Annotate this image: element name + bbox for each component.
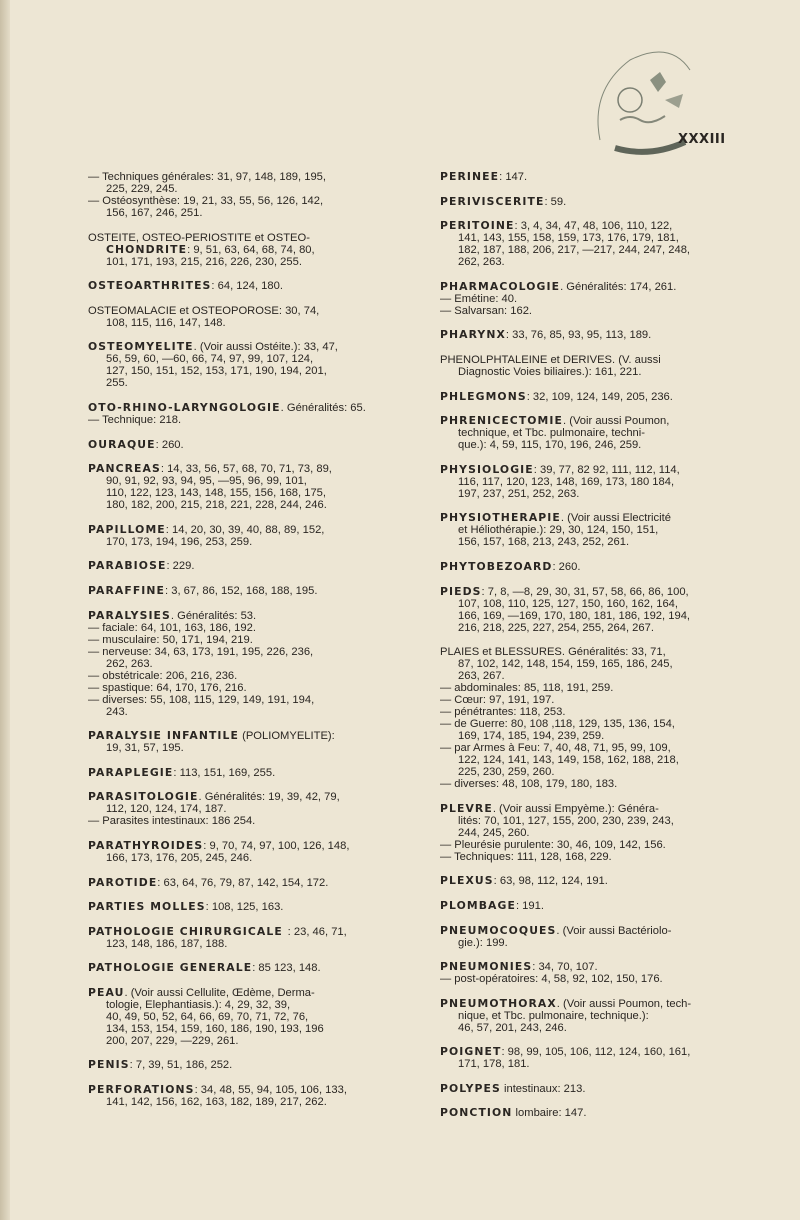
index-entry-heading: PAPILLOME: 14, 20, 30, 39, 40, 88, 89, 152, <box>88 522 325 536</box>
index-entry-line: 200, 207, 229, —229, 261. <box>106 1034 239 1047</box>
index-headword: PARTIES MOLLES <box>88 900 206 914</box>
index-headword: PLOMBAGE <box>440 898 516 912</box>
index-entry <box>440 220 760 268</box>
index-entry <box>88 305 408 329</box>
index-headword: OSTEOMYELITE <box>88 340 194 354</box>
index-entry <box>88 962 408 974</box>
index-entry-heading: PARTIES MOLLES: 108, 125, 163. <box>88 900 284 914</box>
index-entry <box>88 232 408 268</box>
index-entry <box>88 560 408 572</box>
index-entry-heading: PHYTOBEZOARD: 260. <box>440 559 581 573</box>
index-entry-heading: PHYSIOTHERAPIE. (Voir aussi Electricité <box>440 511 671 525</box>
index-entry-heading: PARASITOLOGIE. Généralités: 19, 39, 42, 79, <box>88 790 340 804</box>
index-entry-line: 263, 267. <box>458 670 505 683</box>
index-entry-line: 225, 230, 259, 260. <box>458 766 555 779</box>
index-entry-heading: PERFORATIONS: 34, 48, 55, 94, 105, 106, 133, <box>88 1083 347 1097</box>
index-entry-line: — Technique: 218. <box>88 413 182 426</box>
index-headword: PHARMACOLOGIE <box>440 279 561 293</box>
page-number: XXXIII <box>678 132 726 147</box>
index-headword: OSTEOARTHRITES <box>88 279 212 293</box>
index-entry-line: — Cœur: 97, 191, 197. <box>440 694 555 707</box>
index-entry <box>88 463 408 511</box>
index-entry-heading: PHENOLPHTALEINE et DERIVES. (V. aussi <box>440 353 661 366</box>
index-headword: POIGNET <box>440 1045 502 1059</box>
index-headword: PATHOLOGIE CHIRURGICALE <box>88 924 288 938</box>
index-entry-line: 216, 218, 225, 227, 254, 255, 264, 267. <box>458 621 654 634</box>
index-entry-line: 262, 263. <box>458 256 505 269</box>
index-entry-line: — spastique: 64, 170, 176, 216. <box>88 681 247 694</box>
index-entry-heading: OURAQUE: 260. <box>88 437 184 451</box>
index-entry-line: 108, 115, 116, 147, 148. <box>106 316 226 329</box>
index-entry-line: 225, 229, 245. <box>106 183 178 195</box>
index-entry-heading: PARALYSIES. Généralités: 53. <box>88 608 257 622</box>
index-entry-line: 19, 31, 57, 195. <box>106 742 184 755</box>
index-entry-line: — de Guerre: 80, 108 ,118, 129, 135, 136, 154, <box>440 718 675 731</box>
index-entry <box>440 875 760 887</box>
index-entry-heading: PERINEE: 147. <box>440 170 528 183</box>
index-entry <box>440 1083 760 1095</box>
index-entry-line: 87, 102, 142, 148, 154, 159, 165, 186, 245, <box>458 658 673 671</box>
index-entry-heading: PIEDS: 7, 8, —8, 29, 30, 31, 57, 58, 66, 86, 100, <box>440 584 689 598</box>
index-entry <box>440 1046 760 1070</box>
index-entry-line: — diverses: 48, 108, 179, 180, 183. <box>440 778 618 791</box>
index-headword: PHYSIOTHERAPIE <box>440 511 561 525</box>
index-entry-heading: PARAFFINE: 3, 67, 86, 152, 168, 188, 195. <box>88 583 318 597</box>
index-headword: PARAPLEGIE <box>88 765 174 779</box>
index-entry-heading: PLAIES et BLESSURES. Généralités: 33, 71, <box>440 646 666 659</box>
index-entry <box>440 512 760 548</box>
index-headword: PATHOLOGIE GENERALE <box>88 961 253 975</box>
index-entry <box>88 439 408 451</box>
index-entry-heading: PHYSIOLOGIE: 39, 77, 82 92, 111, 112, 114, <box>440 462 680 476</box>
index-entry <box>440 171 760 183</box>
index-entry-line: 112, 120, 124, 174, 187. <box>106 803 227 816</box>
index-entry-heading: PANCREAS: 14, 33, 56, 57, 68, 70, 71, 73, 89, <box>88 462 332 476</box>
index-entry <box>88 1059 408 1071</box>
index-entry <box>88 341 408 389</box>
index-entry-line: tologie, Elephantiasis.): 4, 29, 32, 39, <box>106 998 291 1011</box>
index-headword: PERITOINE <box>440 219 515 233</box>
index-entry-line: — musculaire: 50, 171, 194, 219. <box>88 633 253 646</box>
index-entry-heading: — Techniques générales: 31, 97, 148, 189, 195, <box>88 171 327 183</box>
index-entry-line: 156, 157, 168, 213, 243, 252, 261. <box>458 536 630 549</box>
index-entry-heading: OSTEOMALACIE et OSTEOPOROSE: 30, 74, <box>88 304 320 317</box>
index-entry-line: 40, 49, 50, 52, 64, 66, 69, 70, 71, 72, 76, <box>106 1010 309 1023</box>
index-entry <box>88 402 408 426</box>
index-headword: PHYSIOLOGIE <box>440 462 534 476</box>
index-entry-heading: PATHOLOGIE CHIRURGICALE : 23, 46, 71, <box>88 924 347 938</box>
index-entry <box>88 171 408 219</box>
index-entry-heading: PHARYNX: 33, 76, 85, 93, 95, 113, 189. <box>440 328 652 342</box>
index-entry-line: — Parasites intestinaux: 186 254. <box>88 815 256 828</box>
index-entry-heading: POIGNET: 98, 99, 105, 106, 112, 124, 160, 161, <box>440 1045 691 1059</box>
index-entry-heading: PLOMBAGE: 191. <box>440 898 544 912</box>
index-headword: PAROTIDE <box>88 875 158 889</box>
index-entry-line: 166, 169, —169, 170, 180, 181, 186, 192, 194, <box>458 609 691 622</box>
index-headword: PAPILLOME <box>88 522 166 536</box>
index-entry-line: 197, 237, 251, 252, 263. <box>458 487 580 500</box>
index-headword: PANCREAS <box>88 462 161 476</box>
index-entry-line: — Ostéosynthèse: 19, 21, 33, 55, 56, 126, 142, <box>88 195 324 207</box>
index-column-right <box>440 171 760 1132</box>
index-entry-line: — faciale: 64, 101, 163, 186, 192. <box>88 621 256 634</box>
index-column-left <box>88 171 408 1121</box>
index-entry-line: gie.): 199. <box>458 936 508 949</box>
index-entry-line: 107, 108, 110, 125, 127, 150, 160, 162, 164, <box>458 597 679 610</box>
index-entry <box>440 329 760 341</box>
index-headword: PHRENICECTOMIE <box>440 414 563 428</box>
index-entry-line: et Héliothérapie.): 29, 30, 124, 150, 151, <box>458 524 659 537</box>
index-entry-line: 262, 263. <box>106 657 153 670</box>
index-entry-heading: POLYPES intestinaux: 213. <box>440 1081 586 1095</box>
index-headword: PARAFFINE <box>88 583 166 597</box>
index-entry-line: 182, 187, 188, 206, 217, —217, 244, 247, 248, <box>458 244 691 257</box>
index-entry-heading: PHRENICECTOMIE. (Voir aussi Poumon, <box>440 414 670 428</box>
index-entry-line: nique, et Tbc. pulmonaire, technique.): <box>458 1009 649 1022</box>
index-entry-line: 101, 171, 193, 215, 216, 226, 230, 255. <box>106 255 302 268</box>
index-entry-line: 122, 124, 141, 143, 149, 158, 162, 188, 218, <box>458 754 679 767</box>
index-entry-line: que.): 4, 59, 115, 170, 196, 246, 259. <box>458 439 642 452</box>
index-entry-line: — pénétrantes: 118, 253. <box>440 706 566 719</box>
index-entry <box>88 280 408 292</box>
index-entry <box>88 987 408 1047</box>
index-entry <box>440 900 760 912</box>
index-headword: OTO-RHINO-LARYNGOLOGIE <box>88 400 281 414</box>
index-entry <box>88 877 408 889</box>
index-headword: PARALYSIES <box>88 608 171 622</box>
index-entry <box>440 803 760 863</box>
index-headword: PHYTOBEZOARD <box>440 559 553 573</box>
index-headword: CHONDRITE <box>106 242 188 256</box>
index-headword: PONCTION <box>440 1106 513 1120</box>
index-entry <box>88 767 408 779</box>
index-headword: PHARYNX <box>440 328 506 342</box>
index-entry-heading: PAROTIDE: 63, 64, 76, 79, 87, 142, 154, 172. <box>88 875 329 889</box>
index-entry <box>440 415 760 451</box>
index-entry-line: 166, 173, 176, 205, 245, 246. <box>106 851 253 864</box>
index-headword: PENIS <box>88 1058 130 1072</box>
index-entry <box>88 926 408 950</box>
index-headword: PEAU <box>88 985 125 999</box>
index-entry-heading: PEAU. (Voir aussi Cellulite, Œdème, Derma- <box>88 985 315 999</box>
index-entry-line: — diverses: 55, 108, 115, 129, 149, 191, 194, <box>88 693 315 706</box>
index-entry <box>88 730 408 754</box>
index-entry-line: 180, 182, 200, 215, 218, 221, 228, 244, 246. <box>106 499 327 512</box>
index-entry-heading: PENIS: 7, 39, 51, 186, 252. <box>88 1058 233 1072</box>
index-entry-line: 255. <box>106 377 128 390</box>
index-entry-line: 134, 153, 154, 159, 160, 186, 190, 193, 196 <box>106 1022 324 1035</box>
index-entry <box>440 586 760 634</box>
index-headword: PIEDS <box>440 584 482 598</box>
index-entry-heading: PERIVISCERITE: 59. <box>440 194 567 208</box>
index-entry-line: 156, 167, 246, 251. <box>106 207 203 219</box>
index-headword: PARATHYROIDES <box>88 838 204 852</box>
index-entry <box>88 791 408 827</box>
index-entry-heading: OSTEITE, OSTEO-PERIOSTITE et OSTEO- <box>88 231 310 244</box>
index-headword: PNEUMONIES <box>440 960 533 974</box>
index-entry-heading: PNEUMOTHORAX. (Voir aussi Poumon, tech- <box>440 996 692 1010</box>
index-entry-line: 141, 142, 156, 162, 163, 182, 189, 217, 262. <box>106 1096 327 1109</box>
index-headword: PARABIOSE <box>88 559 167 573</box>
index-headword: PARASITOLOGIE <box>88 790 199 804</box>
index-headword: PERIVISCERITE <box>440 194 545 208</box>
index-entry <box>440 391 760 403</box>
index-entry-line: 243. <box>106 705 128 718</box>
index-headword: PLEXUS <box>440 874 494 888</box>
index-entry-heading: PNEUMOCOQUES. (Voir aussi Bactériolo- <box>440 923 672 937</box>
index-entry-line: — nerveuse: 34, 63, 173, 191, 195, 226, 236, <box>88 645 314 658</box>
index-entry-line: — Salvarsan: 162. <box>440 304 533 317</box>
index-entry <box>440 196 760 208</box>
index-entry <box>88 1084 408 1108</box>
index-entry <box>88 840 408 864</box>
index-entry <box>440 646 760 790</box>
index-entry-line: — Techniques: 111, 128, 168, 229. <box>440 850 612 863</box>
index-headword: PHLEGMONS <box>440 389 527 403</box>
index-headword: OURAQUE <box>88 437 156 451</box>
index-entry-heading: OSTEOARTHRITES: 64, 124, 180. <box>88 279 283 293</box>
index-entry-heading: PHARMACOLOGIE. Généralités: 174, 261. <box>440 279 677 293</box>
index-entry-line: Diagnostic Voies biliaires.): 161, 221. <box>458 365 642 378</box>
index-entry-line: 116, 117, 120, 123, 148, 169, 173, 180 184, <box>458 475 675 488</box>
index-entry-line: 123, 148, 186, 187, 188. <box>106 937 228 950</box>
index-entry-heading: PLEXUS: 63, 98, 112, 124, 191. <box>440 874 608 888</box>
index-entry-line: — abdominales: 85, 118, 191, 259. <box>440 682 614 695</box>
index-entry-line: 141, 143, 155, 158, 159, 173, 176, 179, 181, <box>458 232 679 245</box>
index-entry <box>88 901 408 913</box>
index-entry-heading: PARAPLEGIE: 113, 151, 169, 255. <box>88 765 276 779</box>
page-binding-edge <box>0 0 10 1220</box>
index-entry <box>440 354 760 378</box>
index-entry <box>440 961 760 985</box>
index-entry-line: CHONDRITE: 9, 51, 63, 64, 68, 74, 80, <box>106 242 315 256</box>
index-headword: PERFORATIONS <box>88 1083 195 1097</box>
index-entry-heading: PHLEGMONS: 32, 109, 124, 149, 205, 236. <box>440 389 673 403</box>
index-entry-line: 127, 150, 151, 152, 153, 171, 190, 194, 201, <box>106 365 327 378</box>
index-entry-heading: PERITOINE: 3, 4, 34, 47, 48, 106, 110, 122, <box>440 219 673 233</box>
index-entry-heading: PARATHYROIDES: 9, 70, 74, 97, 100, 126, 148, <box>88 838 350 852</box>
index-entry <box>440 998 760 1034</box>
index-entry-heading: PONCTION lombaire: 147. <box>440 1106 587 1120</box>
index-entry-heading: PARALYSIE INFANTILE (POLIOMYELITE): <box>88 729 335 743</box>
index-entry-line: 170, 173, 194, 196, 253, 259. <box>106 535 253 548</box>
index-entry-line: 56, 59, 60, —60, 66, 74, 97, 99, 107, 124, <box>106 353 314 366</box>
index-entry-heading: PATHOLOGIE GENERALE: 85 123, 148. <box>88 961 321 975</box>
index-entry-line: 244, 245, 260. <box>458 826 530 839</box>
index-headword: PARALYSIE INFANTILE <box>88 729 240 743</box>
index-entry-line: — Emétine: 40. <box>440 292 518 305</box>
index-entry-line: 169, 174, 185, 194, 239, 259. <box>458 730 605 743</box>
index-headword: PLEVRE <box>440 801 493 815</box>
index-entry-line: 110, 122, 123, 143, 148, 155, 156, 168, 175, <box>106 487 327 500</box>
index-entry <box>440 925 760 949</box>
index-entry-heading: OSTEOMYELITE. (Voir aussi Ostéite.): 33, 47, <box>88 340 338 354</box>
index-entry-line: — Pleurésie purulente: 30, 46, 109, 142, 156. <box>440 838 666 851</box>
index-entry-line: — obstétricale: 206, 216, 236. <box>88 669 238 682</box>
index-entry-line: 171, 178, 181. <box>458 1058 530 1071</box>
index-headword: PNEUMOCOQUES <box>440 923 557 937</box>
index-entry-heading: PLEVRE. (Voir aussi Empyème.): Généra- <box>440 801 659 815</box>
index-entry-line: 90, 91, 92, 93, 94, 95, —95, 96, 99, 101, <box>106 475 307 488</box>
index-entry-heading: PARABIOSE: 229. <box>88 559 195 573</box>
index-headword: PNEUMOTHORAX <box>440 996 557 1010</box>
index-entry-line: technique, et Tbc. pulmonaire, techni- <box>458 427 645 440</box>
index-entry <box>88 610 408 718</box>
index-headword: PERINEE <box>440 170 500 183</box>
index-headword: POLYPES <box>440 1081 501 1095</box>
index-entry-line: 46, 57, 201, 243, 246. <box>458 1021 567 1034</box>
index-entry <box>440 464 760 500</box>
index-entry <box>88 585 408 597</box>
index-entry <box>440 281 760 317</box>
index-entry <box>440 561 760 573</box>
index-entry-line: — post-opératoires: 4, 58, 92, 102, 150, 176. <box>440 973 663 986</box>
index-entry-line: lités: 70, 101, 127, 155, 200, 230, 239, 243, <box>458 814 674 827</box>
index-entry <box>440 1107 760 1119</box>
index-entry-heading: OTO-RHINO-LARYNGOLOGIE. Généralités: 65. <box>88 400 366 414</box>
index-entry <box>88 524 408 548</box>
index-entry-heading: PNEUMONIES: 34, 70, 107. <box>440 960 598 974</box>
index-entry-line: — par Armes à Feu: 7, 40, 48, 71, 95, 99, 109, <box>440 742 671 755</box>
